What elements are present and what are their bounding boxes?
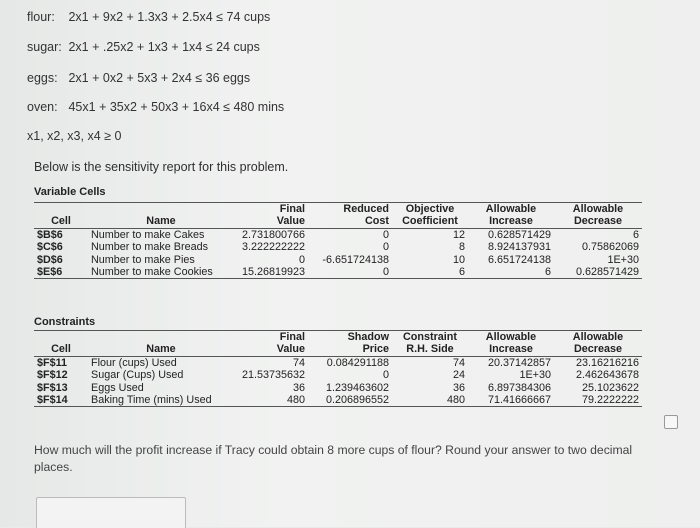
- table-row: [34, 356, 642, 369]
- header-final: Final: [234, 331, 308, 344]
- cell-name: Number to make Breads: [91, 241, 209, 254]
- constraints-table: [34, 330, 642, 407]
- cell-shadow: 0.206896552: [308, 394, 392, 407]
- cell-name: Eggs Used: [91, 381, 144, 394]
- table-row: [34, 241, 642, 253]
- header-objective: Objective: [392, 203, 468, 216]
- header-allow-dec-2: Decrease: [554, 343, 642, 356]
- cell-allow-inc: 0.628571429: [487, 228, 551, 241]
- header-allow-inc: Allowable: [468, 331, 554, 344]
- cell-allow-inc: 6.651724138: [487, 253, 551, 266]
- constraint-expression: 2x1 + 0x2 + 5x3 + 2x4 ≤ 36 eggs: [68, 71, 251, 85]
- cell-reduced: 0: [382, 241, 389, 254]
- constraint-expression: x1, x2, x3, x4 ≥ 0: [27, 129, 122, 143]
- cell-allow-inc: 1E+30: [519, 369, 551, 382]
- constraint-label: eggs:: [27, 71, 58, 85]
- constraint-oven: [27, 100, 284, 114]
- cell-allow-dec: 0.75862069: [581, 241, 639, 254]
- cell-rhs: 36: [452, 381, 465, 394]
- table-row: [34, 369, 642, 381]
- cell-final: 74: [292, 356, 305, 369]
- cell-name: Number to make Cookies: [88, 266, 234, 279]
- cell-name: Number to make Cakes: [91, 228, 205, 241]
- cell-ref: $F$14: [34, 394, 88, 407]
- cell-final: 0: [298, 253, 305, 266]
- header-reduced: Reduced: [308, 203, 392, 216]
- cell-final: 21.53735632: [241, 369, 305, 382]
- header-allow-dec: Allowable: [554, 331, 642, 344]
- cell-ref: $F$11: [37, 356, 68, 369]
- header-objective-2: Coefficient: [392, 215, 468, 228]
- cell-objective: 8: [458, 241, 465, 254]
- selection-handle-icon: [664, 415, 678, 429]
- cell-allow-inc: 20.37142857: [487, 356, 551, 369]
- cell-rhs: 24: [452, 369, 465, 382]
- header-allow-inc-2: Increase: [468, 215, 554, 228]
- table-row: [34, 394, 642, 407]
- header-shadow-2: Price: [308, 343, 392, 356]
- cell-allow-dec: 1E+30: [607, 253, 639, 266]
- header-constraint: Constraint: [392, 331, 468, 344]
- cell-final: 36: [292, 381, 305, 394]
- header-final-2: Value: [234, 343, 308, 356]
- constraint-flour: [27, 10, 270, 24]
- table-row: [34, 382, 642, 394]
- cell-allow-dec: 23.16216216: [575, 356, 639, 369]
- cell-objective: 12: [452, 228, 465, 241]
- table-row: [34, 228, 642, 241]
- variable-cells-table: [34, 202, 642, 279]
- header-final-2: Value: [234, 215, 308, 228]
- cell-allow-inc: 71.41666667: [468, 394, 554, 407]
- cell-shadow: 1.239463602: [325, 381, 389, 394]
- cell-allow-inc: 8.924137931: [487, 241, 551, 254]
- constraint-expression: 2x1 + 9x2 + 1.3x3 + 2.5x4 ≤ 74 cups: [68, 10, 271, 24]
- cell-final: 15.26819923: [234, 266, 308, 279]
- cell-ref: $C$6: [37, 241, 63, 254]
- header-rhs-2: R.H. Side: [392, 343, 468, 356]
- header-cell: Cell: [34, 343, 88, 356]
- header-final: Final: [234, 203, 308, 216]
- constraint-label: oven:: [27, 100, 58, 114]
- cell-name: Baking Time (mins) Used: [88, 394, 234, 407]
- cell-rhs: 480: [392, 394, 468, 407]
- cell-final: 2.731800766: [241, 228, 305, 241]
- header-name: Name: [88, 343, 234, 356]
- question-text: How much will the profit increase if Tracy could obtain 8 more cups of flour? Round your answer to two decimal places.: [34, 443, 633, 474]
- header-reduced-2: Cost: [308, 215, 392, 228]
- variable-cells-title: Variable Cells: [34, 186, 106, 198]
- cell-allow-dec: 6: [632, 228, 639, 241]
- header-name: Name: [88, 215, 234, 228]
- cell-allow-inc: 6.897384306: [487, 381, 551, 394]
- header-allow-dec-2: Decrease: [554, 215, 642, 228]
- cell-reduced: -6.651724138: [322, 253, 389, 266]
- cell-objective: 10: [452, 253, 465, 266]
- answer-input[interactable]: [36, 497, 186, 528]
- header-allow-inc: Allowable: [468, 203, 554, 216]
- cell-objective: 6: [392, 266, 468, 279]
- table-row: [34, 254, 642, 266]
- constraints-title: Constraints: [34, 316, 96, 328]
- cell-allow-inc: 6: [468, 266, 554, 279]
- constraint-expression: 45x1 + 35x2 + 50x3 + 16x4 ≤ 480 mins: [68, 100, 285, 114]
- intro-text: Below is the sensitivity report for this problem.: [34, 160, 289, 174]
- cell-allow-dec: 79.2222222: [554, 394, 642, 407]
- cell-reduced: 0: [382, 228, 389, 241]
- cell-name: Flour (cups) Used: [91, 356, 177, 369]
- constraint-sugar: [27, 40, 260, 54]
- cell-ref: $D$6: [37, 253, 63, 266]
- cell-name: Sugar (Cups) Used: [91, 369, 184, 382]
- cell-name: Number to make Pies: [91, 253, 195, 266]
- cell-ref: $F$13: [37, 381, 68, 394]
- cell-shadow: 0.084291188: [326, 356, 389, 369]
- header-cell: Cell: [34, 215, 88, 228]
- constraint-label: sugar:: [27, 40, 62, 54]
- cell-shadow: 0: [382, 369, 389, 382]
- cell-ref: $B$6: [37, 228, 63, 241]
- cell-reduced: 0: [308, 266, 392, 279]
- constraint-label: flour:: [27, 10, 55, 24]
- header-allow-inc-2: Increase: [468, 343, 554, 356]
- header-allow-dec: Allowable: [554, 203, 642, 216]
- sensitivity-report: [28, 180, 690, 430]
- cell-final: 3.222222222: [241, 241, 305, 254]
- cell-ref: $E$6: [34, 266, 88, 279]
- cell-ref: $F$12: [37, 369, 68, 382]
- cell-final: 480: [234, 394, 308, 407]
- table-row: [34, 266, 642, 279]
- header-shadow: Shadow: [308, 331, 392, 344]
- cell-rhs: 74: [452, 356, 465, 369]
- constraint-expression: 2x1 + .25x2 + 1x3 + 1x4 ≤ 24 cups: [68, 40, 260, 54]
- cell-allow-dec: 2.462643678: [575, 369, 639, 382]
- cell-allow-dec: 0.628571429: [554, 266, 642, 279]
- cell-allow-dec: 25.1023622: [581, 381, 639, 394]
- constraint-eggs: [27, 71, 250, 85]
- constraint-nonnegativity: [27, 129, 121, 143]
